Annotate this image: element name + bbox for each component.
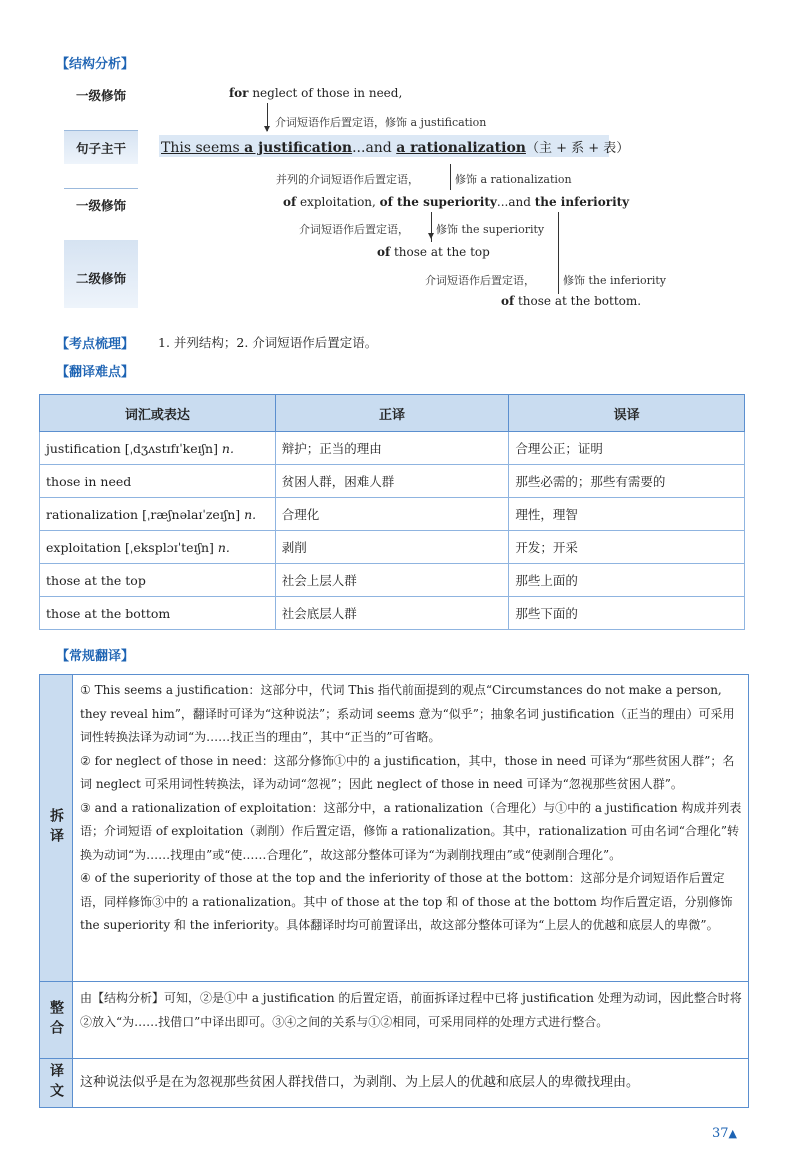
superiority-phrase: of the superiority: [379, 195, 497, 209]
translation-content: [80, 1071, 742, 1095]
breakdown-content: [80, 679, 742, 938]
modifier-of-top: [377, 245, 490, 259]
correct-cell: 社会上层人群: [275, 564, 509, 597]
arrow-down: [267, 103, 268, 131]
pos: n.: [213, 539, 230, 555]
level-label-second: 二级修饰: [75, 271, 126, 286]
correct-cell: 合理化: [275, 498, 509, 531]
col-header-correct: 正译: [275, 395, 509, 432]
linking-verb: seems: [191, 140, 245, 156]
level-label-first-2: 一级修饰: [75, 198, 126, 213]
level-label-first-1: 一级修饰: [75, 88, 126, 103]
note-en: a justification: [407, 116, 487, 129]
prep-for: for: [229, 86, 249, 100]
term: those at the top: [46, 572, 146, 588]
term: those at the bottom: [46, 605, 171, 621]
correct-cell: 贫困人群，困难人群: [275, 465, 509, 498]
integration-label-cell: [40, 982, 73, 1058]
conventional-heading: 【常规翻译】: [56, 649, 135, 664]
note-en: a rationalization: [477, 173, 572, 186]
term: justification [ˌdʒʌstɪfɪˈkeɪʃn]: [46, 440, 218, 456]
inferiority-phrase: the inferiority: [534, 195, 630, 209]
note-zh: 介词短语作后置定语，: [299, 223, 409, 236]
conjunction: ...and: [496, 195, 535, 209]
col-header-term: 词汇或表达: [40, 395, 276, 432]
col-header-wrong: 误译: [509, 395, 745, 432]
integration-text: 由【结构分析】可知，②是①中 a justification 的后置定语，前面拆译过程中已将 justification 处理为动词，因此整合时将②放入“为……找借口”中译出即可。③④之间的关系与①②相同，可采用同样的处理方式进行整合。: [80, 991, 742, 1029]
note-modifier-3b: [436, 221, 544, 237]
keypoints-text: 1. 并列结构；2. 介词短语作后置定语。: [158, 335, 378, 350]
note-modifier-2b: [455, 171, 572, 187]
wrong-cell: 那些必需的；那些有需要的: [509, 465, 745, 498]
note-modifier-4b: [563, 272, 666, 288]
translation-box: [39, 1058, 749, 1108]
term: those in need: [46, 473, 132, 489]
term: rationalization [ˌræʃnəlaɪˈzeɪʃn]: [46, 506, 241, 522]
modifier-of-exploitation: [283, 195, 629, 209]
subject: This: [161, 140, 192, 156]
predicative-2: a rationalization: [396, 140, 526, 156]
integration-content: [80, 987, 742, 1034]
term: exploitation [ˌeksplɔɪˈteɪʃn]: [46, 539, 214, 555]
term-cell: [40, 597, 276, 630]
prep-of: of: [501, 294, 515, 308]
correct-cell: 社会底层人群: [275, 597, 509, 630]
modifier-for-neglect: [229, 86, 402, 100]
structure-analysis-heading: 【结构分析】: [56, 57, 135, 72]
vocab-table: [39, 394, 745, 630]
note-zh: 修饰: [436, 223, 458, 236]
term-cell: [40, 498, 276, 531]
wrong-cell: 开发；开采: [509, 531, 745, 564]
breakdown-label-cell: [40, 675, 73, 981]
note-modifier-3: [299, 221, 409, 237]
integration-label: 整合: [48, 1000, 64, 1040]
divider: [64, 188, 138, 189]
level-label-main: 句子主干: [75, 141, 126, 156]
breakdown-para-2: ② for neglect of those in need：这部分修饰①中的 a justification，其中，those in need 可译为“那些贫困人群”；名词 neglect 可采用词性转换法，译为动词“忽视”；因此 neglect of those in need 可译为“忽视那些贫困人群”。: [80, 753, 735, 791]
pos: n.: [217, 440, 234, 456]
prep-of: of: [377, 245, 391, 259]
keypoints-heading: 【考点梳理】: [56, 337, 135, 352]
phrase-rest: neglect of those in need,: [248, 86, 403, 100]
phrase: those at the bottom.: [514, 294, 642, 308]
integration-box: [39, 981, 749, 1059]
breakdown-box: [39, 674, 749, 982]
table-row: [40, 597, 745, 630]
modifier-of-bottom: [501, 294, 641, 308]
predicative-1: a justification: [244, 140, 353, 156]
note-en: the superiority: [458, 223, 545, 236]
term-cell: [40, 465, 276, 498]
table-row: [40, 564, 745, 597]
page-number-text: 37: [712, 1126, 729, 1141]
graduation-cap-icon: ▲: [728, 1127, 738, 1140]
page-number: [712, 1126, 737, 1141]
prep-of: of: [283, 195, 297, 209]
breakdown-para-4: ④ of the superiority of those at the top and the inferiority of those at the bottom：这部分是介词短语作后置定语，同样修饰③中的 a rationalization。其中 of those at the top 和 of those at the bottom 均作后置定语，分别修饰 the superiority 和 the inferiority。具体翻译时均可前置译出，故这部分整体可译为“上层人的优越和底层人的卑微”。: [80, 871, 733, 932]
phrase: exploitation,: [296, 195, 380, 209]
breakdown-label: 拆译: [48, 808, 64, 848]
term-cell: [40, 432, 276, 465]
main-sentence: [161, 137, 629, 156]
wrong-cell: 理性，理智: [509, 498, 745, 531]
breakdown-para-3: ③ and a rationalization of exploitation：这部分中，a rationalization（合理化）与①中的 a justification 构成并列表语；介词短语 of exploitation（剥削）作后置定语，修饰 a rationalization。其中，rationalization 可由名词“合理化”转换为动词“为……找理由”或“使……合理化”，故这部分整体可译为“为剥削找理由”或“使剥削合理化”。: [80, 800, 742, 862]
table-row: [40, 432, 745, 465]
separator-line: [431, 212, 432, 242]
breakdown-para-1: ① This seems a justification：这部分中，代词 This 指代前面提到的观点“Circumstances do not make a person, they reveal him”，翻译时可译为“这种说法”；系动词 seems 意为“似乎”；抽象名词 justification（正当的理由）可采用词性转换法译为动词“为……找正当的理由”，其中“正当的”可省略。: [80, 683, 735, 744]
note-zh: 介词短语作后置定语，修饰: [275, 116, 407, 129]
translation-label-cell: [40, 1059, 73, 1107]
difficulties-heading: 【翻译难点】: [56, 365, 135, 380]
note-zh: 介词短语作后置定语，: [425, 274, 535, 287]
translation-text: 这种说法似乎是在为忽视那些贫困人群找借口，为剥削、为上层人的优越和底层人的卑微找理由。: [80, 1075, 640, 1090]
note-en: the inferiority: [585, 274, 667, 287]
wrong-cell: 那些下面的: [509, 597, 745, 630]
note-zh: 并列的介词短语作后置定语，: [276, 173, 419, 186]
separator-line: [450, 164, 451, 190]
correct-cell: 辩护；正当的理由: [275, 432, 509, 465]
pos: n.: [240, 506, 257, 522]
translation-label: 译文: [48, 1063, 64, 1103]
note-modifier-4: [425, 272, 535, 288]
wrong-cell: 那些上面的: [509, 564, 745, 597]
note-modifier-2: [276, 171, 419, 187]
note-modifier-1: [275, 114, 486, 130]
conjunction: ...and: [352, 140, 397, 156]
note-zh: 修饰: [455, 173, 477, 186]
note-zh: 修饰: [563, 274, 585, 287]
table-row: [40, 498, 745, 531]
table-row: [40, 465, 745, 498]
term-cell: [40, 531, 276, 564]
term-cell: [40, 564, 276, 597]
structure-note: （主 + 系 + 表）: [525, 141, 630, 156]
wrong-cell: 合理公正；证明: [509, 432, 745, 465]
divider: [64, 130, 138, 131]
separator-line: [558, 212, 559, 294]
phrase: those at the top: [390, 245, 490, 259]
table-row: [40, 531, 745, 564]
correct-cell: 剥削: [275, 531, 509, 564]
